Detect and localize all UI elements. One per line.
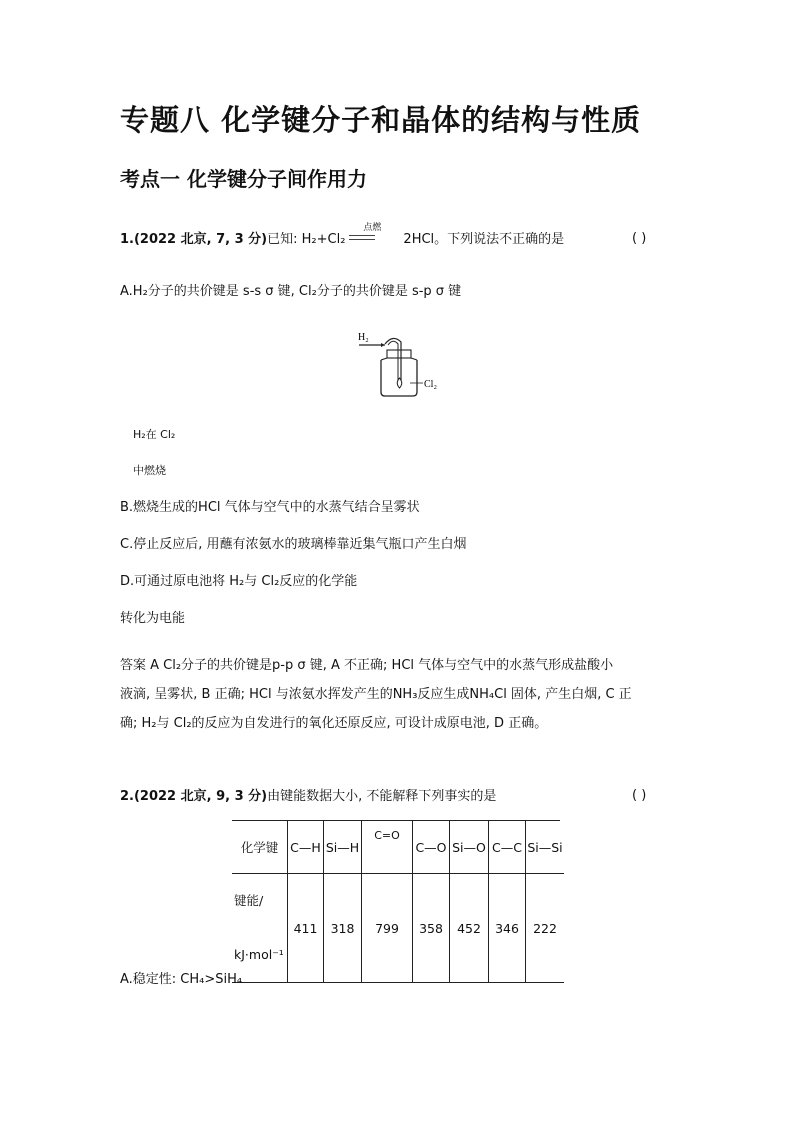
bond-energy-table — [232, 821, 564, 983]
question-stem-text: 2HCl。下列说法不正确的是 — [403, 232, 565, 247]
question-source: (2022 北京, 9, 3 分) — [133, 789, 268, 804]
header-cell: Si—O — [450, 821, 489, 874]
option-c: C.停止反应后, 用蘸有浓氨水的玻璃棒靠近集气瓶口产生白烟 — [120, 537, 467, 552]
row-label — [232, 874, 288, 983]
header-cell: C—H — [288, 821, 324, 874]
value-cell: 452 — [450, 874, 489, 983]
cl2-label: Cl₂ — [424, 379, 437, 390]
value-cell: 799 — [362, 874, 413, 983]
question-number: 2. — [120, 789, 134, 804]
row-label-line1: 键能/ — [234, 893, 264, 908]
value-cell: 222 — [526, 874, 565, 983]
gas-jar-figure — [355, 328, 445, 400]
answer-parentheses: ( ) — [632, 231, 647, 246]
answer-line-1: 答案 A Cl₂分子的共价键是p-p σ 键, A 不正确; HCl 气体与空气中的水蒸气形成盐酸小 — [120, 658, 614, 673]
question-1-stem — [120, 223, 565, 249]
header-cell: C—C — [489, 821, 526, 874]
value-cell: 358 — [413, 874, 450, 983]
header-cell: 化学键 — [232, 821, 288, 874]
row-label-line2: kJ·mol⁻¹ — [234, 947, 284, 962]
value-cell: 346 — [489, 874, 526, 983]
option-d-line2: 转化为电能 — [120, 611, 186, 626]
header-cell: C=O — [362, 821, 413, 874]
option-a: A.H₂分子的共价键是 s-s σ 键, Cl₂分子的共价键是 s-p σ 键 — [120, 284, 462, 299]
header-cell: C—O — [413, 821, 450, 874]
question-number: 1. — [120, 232, 134, 247]
header-cell: Si—H — [324, 821, 362, 874]
option-b: B.燃烧生成的HCl 气体与空气中的水蒸气结合呈雾状 — [120, 500, 420, 515]
question-2-stem — [120, 788, 496, 806]
header-cell: Si—Si — [526, 821, 565, 874]
figure-caption-line1: H₂在 Cl₂ — [133, 428, 176, 441]
option-d-line1: D.可通过原电池将 H₂与 Cl₂反应的化学能 — [120, 574, 358, 589]
reaction-condition: 点燃 — [363, 223, 382, 233]
table-row — [232, 874, 564, 983]
answer-line-3: 确; H₂与 Cl₂的反应为自发进行的氧化还原反应, 可设计成原电池, D 正确。 — [120, 716, 548, 731]
section-title: 考点一 化学键分子间作用力 — [120, 167, 367, 191]
question-stem-text: 由键能数据大小, 不能解释下列事实的是 — [267, 789, 497, 804]
page-title: 专题八 化学键分子和晶体的结构与性质 — [120, 103, 642, 137]
reaction-arrow — [345, 223, 403, 249]
question-2-option-a: A.稳定性: CH₄>SiH₄ — [120, 972, 243, 987]
value-cell: 411 — [288, 874, 324, 983]
question-source: (2022 北京, 7, 3 分) — [133, 232, 268, 247]
equation-reactants: 已知: H₂+Cl₂ — [267, 232, 346, 247]
answer-parentheses: ( ) — [632, 788, 647, 803]
answer-explanation — [120, 651, 680, 738]
answer-line-2: 液滴, 呈雾状, B 正确; HCl 与浓氨水挥发产生的NH₃反应生成NH₄Cl 固体, 产生白烟, C 正 — [120, 687, 632, 702]
table-header-row — [232, 821, 564, 874]
figure-caption-line2: 中燃烧 — [133, 464, 166, 477]
h2-label: H₂ — [358, 332, 369, 343]
value-cell: 318 — [324, 874, 362, 983]
